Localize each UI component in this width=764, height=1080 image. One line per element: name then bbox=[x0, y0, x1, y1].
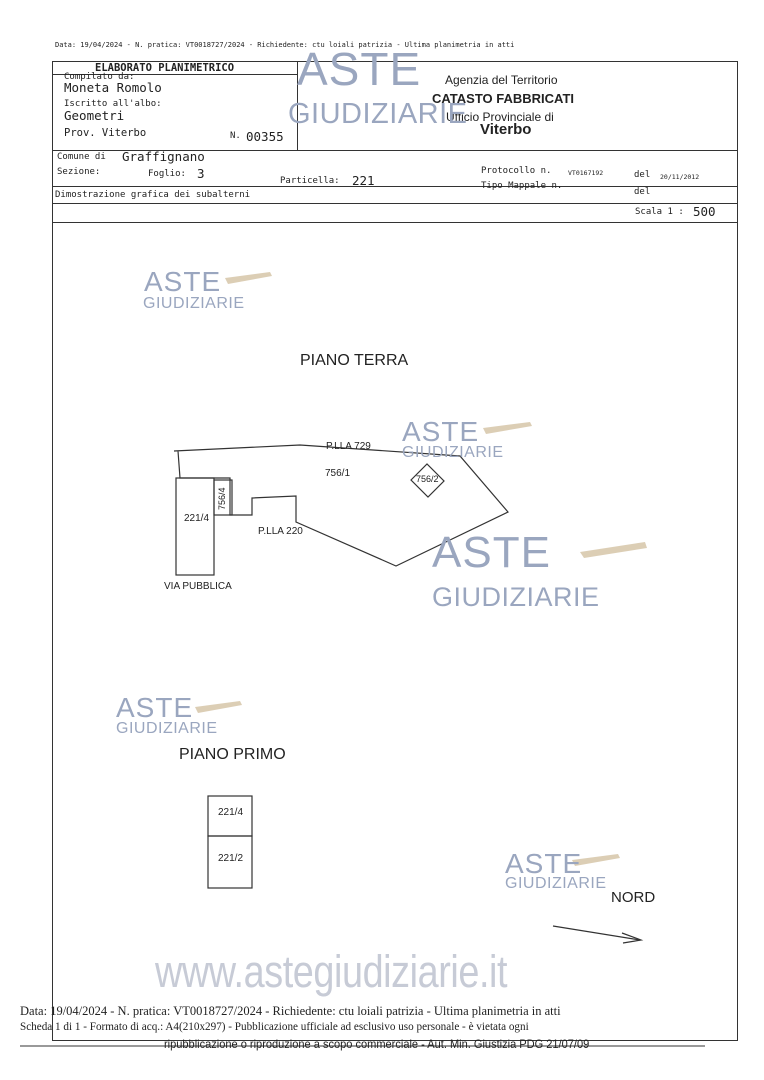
del-value: 20/11/2012 bbox=[660, 173, 700, 181]
pp-221-4-label: 221/4 bbox=[218, 807, 244, 818]
watermark-aste-2: ASTE bbox=[402, 416, 480, 447]
gavel-shape-1 bbox=[225, 272, 272, 284]
nord-label: NORD bbox=[611, 889, 656, 906]
agency-ufficio: Ufficio Provinciale di bbox=[446, 110, 554, 124]
watermark-url: www.astegiudiziarie.it bbox=[155, 946, 508, 997]
gavel-shape-2 bbox=[483, 422, 532, 434]
pp-221-2-label: 221/2 bbox=[218, 853, 244, 864]
particella-label: Particella: bbox=[280, 176, 340, 186]
watermark-giudiziarie-3: GIUDIZIARIE bbox=[432, 582, 600, 612]
sezione-label: Sezione: bbox=[57, 167, 101, 177]
watermark-giudiziarie-5: GIUDIZIARIE bbox=[505, 875, 607, 892]
watermark-giudiziarie-header: GIUDIZIARIE bbox=[288, 98, 468, 130]
watermark-aste-header: ASTE bbox=[297, 43, 422, 95]
comune-value: Graffignano bbox=[122, 149, 205, 164]
numero-label: N. bbox=[230, 131, 241, 141]
plla-729-label: P.LLA 729 bbox=[326, 441, 371, 452]
iscritto-value: Geometri bbox=[64, 108, 125, 123]
gavel-shape-4 bbox=[195, 701, 242, 713]
particella-value: 221 bbox=[352, 173, 375, 188]
comune-label: Comune di bbox=[57, 152, 106, 162]
tipo-mappale-label: Tipo Mappale n. bbox=[481, 181, 563, 191]
watermark-aste-4: ASTE bbox=[116, 692, 194, 723]
numero-value: 00355 bbox=[246, 129, 284, 144]
watermark-aste-1: ASTE bbox=[144, 266, 222, 297]
foglio-value: 3 bbox=[197, 166, 205, 181]
dimostrazione-label: Dimostrazione grafica dei subalterni bbox=[55, 190, 251, 200]
agency-catasto: CATASTO FABBRICATI bbox=[432, 91, 575, 106]
sub-756-1-label: 756/1 bbox=[325, 468, 351, 479]
plla-220-label: P.LLA 220 bbox=[258, 526, 303, 537]
agency-name: Agenzia del Territorio bbox=[445, 73, 558, 87]
compilato-label: Compilato da: bbox=[64, 72, 135, 82]
sub-756-4-label: 756/4 bbox=[217, 487, 227, 510]
del-label: del bbox=[634, 170, 651, 180]
top-note: Data: 19/04/2024 - N. pratica: VT0018727/2024 - Richiedente: ctu loiali patrizia - Ultima planimetria in atti bbox=[55, 41, 515, 49]
building-221-4 bbox=[176, 478, 214, 575]
watermark-aste-3: ASTE bbox=[432, 528, 551, 577]
piano-terra-label: PIANO TERRA bbox=[300, 352, 409, 369]
via-pubblica-label: VIA PUBBLICA bbox=[164, 581, 232, 592]
sub-221-4-label: 221/4 bbox=[184, 513, 210, 524]
compilato-value: Moneta Romolo bbox=[64, 80, 162, 95]
footer-line-2: Scheda 1 di 1 - Formato di acq.: A4(210x297) - Pubblicazione ufficiale ad esclusivo uso personale - è vietata ogni bbox=[20, 1019, 529, 1033]
gavel-shape-3 bbox=[580, 542, 647, 558]
protocollo-value: VT0167192 bbox=[568, 169, 604, 177]
agency-city: Viterbo bbox=[480, 121, 532, 138]
foglio-label: Foglio: bbox=[148, 169, 186, 179]
header-title: ELABORATO PLANIMETRICO bbox=[95, 62, 235, 74]
protocollo-label: Protocollo n. bbox=[481, 166, 552, 176]
watermark-giudiziarie-1: GIUDIZIARIE bbox=[143, 295, 245, 312]
del2-label: del bbox=[634, 187, 651, 197]
scala-value: 500 bbox=[693, 204, 716, 219]
watermark-giudiziarie-4: GIUDIZIARIE bbox=[116, 720, 218, 737]
footer-line-3: ripubblicazione o riproduzione a scopo commerciale - Aut. Min. Giustizia PDG 21/07/09 bbox=[164, 1037, 590, 1051]
watermark-giudiziarie-2: GIUDIZIARIE bbox=[402, 444, 504, 461]
north-arrow-line bbox=[553, 926, 640, 940]
piano-primo-label: PIANO PRIMO bbox=[179, 746, 286, 763]
footer-line-1: Data: 19/04/2024 - N. pratica: VT0018727/2024 - Richiedente: ctu loiali patrizia - Ultima planimetria in atti bbox=[20, 1004, 561, 1018]
iscritto-label: Iscritto all'albo: bbox=[64, 99, 162, 109]
prov-label: Prov. Viterbo bbox=[64, 127, 147, 139]
scala-label: Scala 1 : bbox=[635, 207, 684, 217]
watermark-aste-5: ASTE bbox=[505, 848, 583, 879]
sub-756-2-label: 756/2 bbox=[416, 474, 439, 484]
